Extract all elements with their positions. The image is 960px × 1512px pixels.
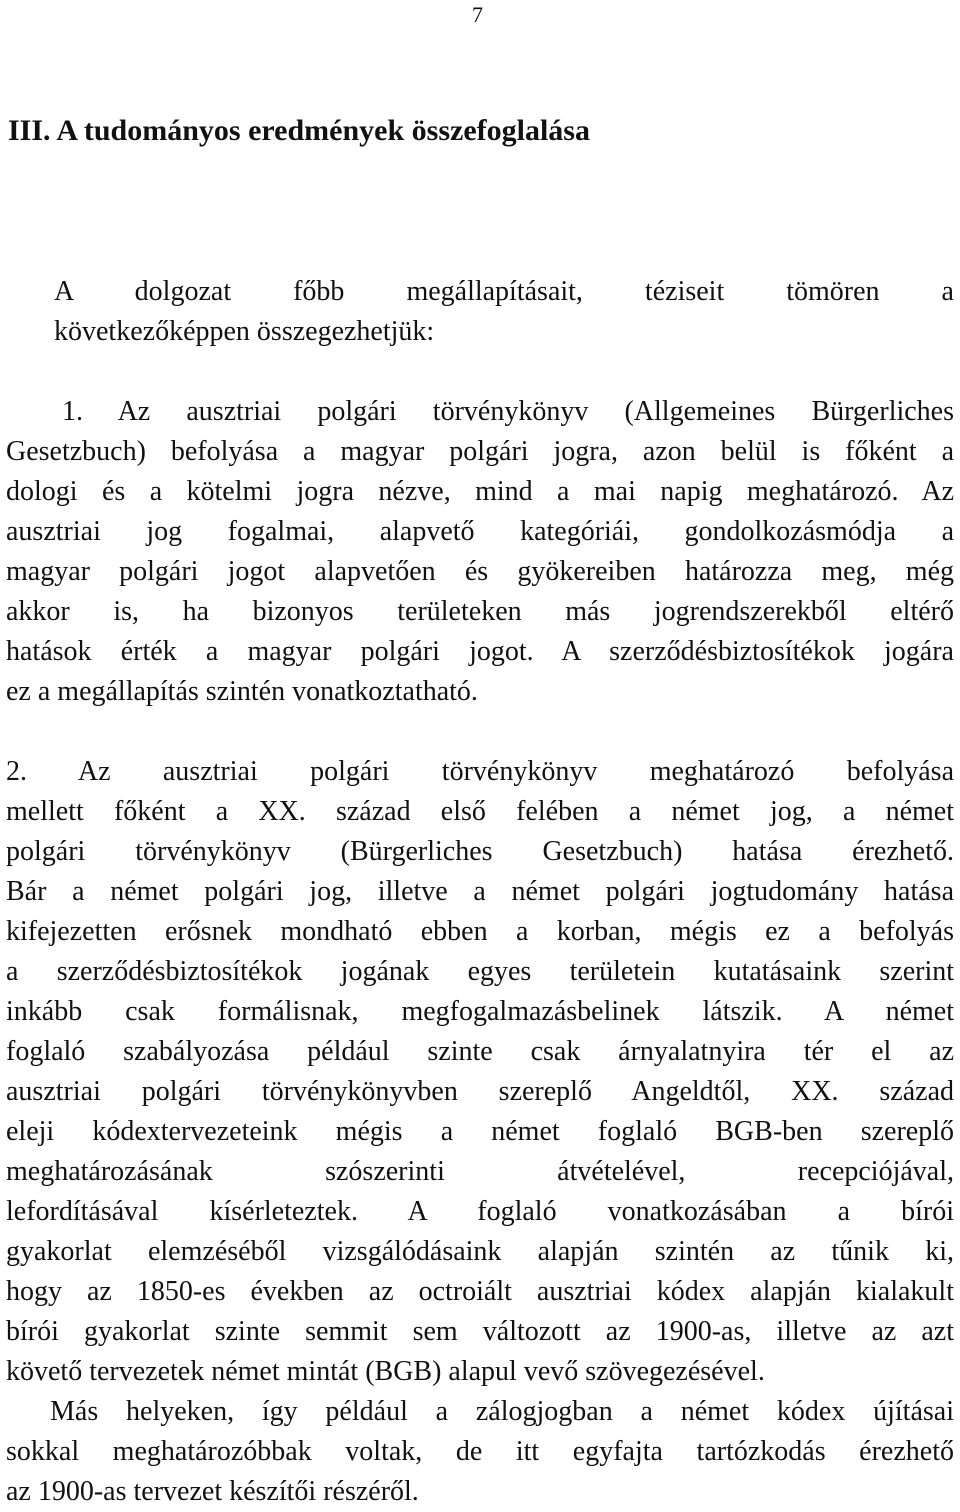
text-line: ausztriai polgári törvénykönyvben szereplő Angeldtől, XX. század [6,1076,954,1107]
text-line: ausztriai jog fogalmai, alapvető kategóriái, gondolkozásmódja a [6,516,954,547]
text-line: meghatározásának szószerinti átvételével, recepciójával, [6,1156,954,1187]
text-line: Más helyeken, így például a zálogjogban a német kódex újításai [50,1396,954,1427]
text-line: akkor is, ha bizonyos területeken más jogrendszerekből eltérő [6,596,954,627]
text-line: bírói gyakorlat szinte semmit sem változott az 1900-as, illetve az azt [6,1316,954,1347]
text-line: a szerződésbiztosítékok jogának egyes területein kutatásaink szerint [6,956,954,987]
text-line: hogy az 1850-es években az octroiált ausztriai kódex alapján kialakult [6,1276,954,1307]
thesis-paragraph-3 [6,1392,954,1512]
text-line: A dolgozat főbb megállapításait, téziseit tömören a [54,276,954,307]
text-line: következőképpen összegezhetjük: [54,316,435,347]
text-line: magyar polgári jogot alapvetően és gyökereiben határozza meg, még [6,556,954,587]
text-line: hatások érték a magyar polgári jogot. A szerződésbiztosítékok jogára [6,636,954,667]
text-line: sokkal meghatározóbbak voltak, de itt egyfajta tartózkodás érezhető [6,1436,954,1467]
text-line: követő tervezetek német mintát (BGB) alapul vevő szövegezésével. [6,1356,765,1387]
text-line: dologi és a kötelmi jogra nézve, mind a mai napig meghatározó. Az [6,476,954,507]
text-line: polgári törvénykönyv (Bürgerliches Gesetzbuch) hatása érezhető. [6,836,954,867]
text-line: kifejezetten erősnek mondható ebben a korban, mégis ez a befolyás [6,916,954,947]
text-line: gyakorlat elemzéséből vizsgálódásaink alapján szintén az tűnik ki, [6,1236,954,1267]
thesis-paragraph-2 [6,752,954,1392]
text-line: az 1900-as tervezet készítői részéről. [6,1476,419,1507]
text-line: ez a megállapítás szintén vonatkoztatható. [6,676,478,707]
page-number: 7 [472,2,483,27]
text-line: 1. Az ausztriai polgári törvénykönyv (Allgemeines Bürgerliches [62,396,954,427]
text-line: eleji kódextervezeteink mégis a német foglaló BGB-ben szereplő [6,1116,954,1147]
thesis-paragraph-1 [6,392,954,712]
text-line: foglaló szabályozása például szinte csak árnyalatnyira tér el az [6,1036,954,1067]
text-line: Gesetzbuch) befolyása a magyar polgári jogra, azon belül is főként a [6,436,954,467]
text-line: inkább csak formálisnak, megfogalmazásbelinek látszik. A német [6,996,954,1027]
text-line: Bár a német polgári jog, illetve a német polgári jogtudomány hatása [6,876,954,907]
text-line: lefordításával kísérleteztek. A foglaló vonatkozásában a bírói [6,1196,954,1227]
section-heading: III. A tudományos eredmények összefoglalása [8,114,590,147]
text-line: mellett főként a XX. század első felében a német jog, a német [6,796,954,827]
text-line: 2. Az ausztriai polgári törvénykönyv meghatározó befolyása [6,756,954,787]
intro-paragraph [6,272,954,352]
